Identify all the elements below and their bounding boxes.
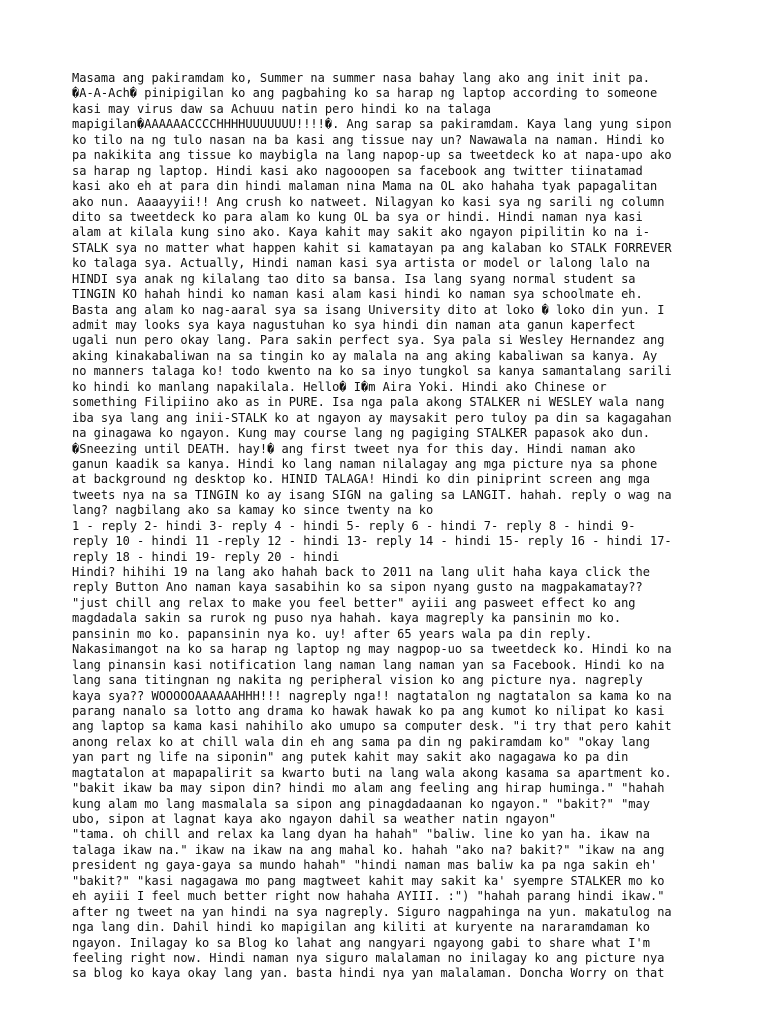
text-line: �Sneezing until DEATH. hay!� ang first tweet nya for this day. Hindi naman ako: [72, 441, 636, 456]
text-line: anong relax ko at chill wala din eh ang sama pa din ng pakiramdam ko" "okay lang: [72, 734, 650, 749]
text-line: yan part ng life na siponin" ang putek kahit may sakit ako nagagawa ko pa din: [72, 750, 629, 765]
text-line: lang? nagbilang ako sa kamay ko since twenty na ko: [72, 503, 434, 518]
text-line: Masama ang pakiramdam ko, Summer na summer nasa bahay lang ako ang init init pa.: [72, 71, 650, 85]
text-line: 1 - reply 2- hindi 3- reply 4 - hindi 5- reply 6 - hindi 7- reply 8 - hindi 9-: [72, 518, 636, 533]
text-line: sa harap ng laptop. Hindi kasi ako nagooopen sa facebook ang twitter tiinatamad: [72, 163, 643, 178]
text-line: something Filipiino ako as in PURE. Isa nga pala akong STALKER ni WESLEY wala nang: [72, 395, 665, 410]
text-line: Nakasimangot na ko sa harap ng laptop ng may nagpop-uo sa tweetdeck ko. Hindi ko na: [72, 642, 672, 657]
text-line: feeling right now. Hindi naman nya siguro malalaman no inilagay ko ang picture nya: [72, 950, 665, 965]
text-line: TINGIN KO hahah hindi ko naman kasi alam kasi hindi ko naman sya schoolmate eh.: [72, 287, 643, 302]
text-line: admit may looks sya kaya nagustuhan ko sya hindi din naman ata ganun kaperfect: [72, 318, 636, 332]
text-line: kung alam mo lang masmalala sa sipon ang pinagdadaanan ko ngayon." "bakit?" "may: [72, 796, 650, 811]
text-line: eh ayiii I feel much better right now hahaha AYIII. :") "hahah parang hindi ikaw.": [72, 889, 665, 904]
text-line: ako nun. Aaaayyii!! Ang crush ko natweet. Nilagyan ko kasi sya ng sarili ng column: [72, 194, 665, 209]
text-line: magdadala sakin sa rurok ng puso nya hahah. kaya magreply ka pansinin mo ko.: [72, 611, 622, 626]
text-line: �A-A-Ach� pinipigilan ko ang pagbahing ko sa harap ng laptop according to someone: [72, 86, 658, 101]
text-line: ang laptop sa kama kasi nahihilo ako umupo sa computer desk. "i try that pero kahit: [72, 719, 672, 734]
text-line: iba sya lang ang inii-STALK ko at ngayon ay maysakit pero tuloy pa din sa kagagahan: [72, 410, 672, 425]
text-line: "just chill ang relax to make you feel better" ayiii ang pasweet effect ko ang: [72, 595, 636, 610]
text-line: kasi ako eh at para din hindi malaman nina Mama na OL ako hahaha tyak papagalitan: [72, 179, 658, 194]
text-line: ganun kaadik sa kanya. Hindi ko lang naman nilalagay ang mga picture nya sa phone: [72, 456, 658, 471]
text-line: aking kinakabaliwan na sa tingin ko ay malala na ang aking kabaliwan sa kanya. Ay: [72, 348, 658, 363]
text-line: STALK sya no matter what happen kahit si kamatayan pa ang kalaban ko STALK FORREVER: [72, 240, 672, 255]
text-line: reply 10 - hindi 11 -reply 12 - hindi 13- reply 14 - hindi 15- reply 16 - hindi 17-: [72, 534, 672, 549]
text-line: lang sana titingnan ng nakita ng peripheral vision ko ang picture nya. nagreply: [72, 673, 643, 688]
text-line: ko hindi ko manlang napakilala. Hello� I�m Aira Yoki. Hindi ako Chinese or: [72, 379, 607, 394]
text-line: "tama. oh chill and relax ka lang dyan ha hahah" "baliw. line ko yan ha. ikaw na: [72, 827, 650, 842]
text-line: parang nanalo sa lotto ang drama ko hawak hawak ko pa ang kumot ko nilipat ko kasi: [72, 703, 665, 718]
text-line: alam at kilala kung sino ako. Kaya kahit may sakit ako ngayon pipilitin ko na i-: [72, 225, 650, 240]
text-line: lang pinansin kasi notification lang naman lang naman yan sa Facebook. Hindi ko na: [72, 657, 665, 672]
text-line: Basta ang alam ko nag-aaral sya sa isang University dito at loko � loko din yun. I: [72, 302, 665, 317]
text-line: HINDI sya anak ng kilalang tao dito sa bansa. Isa lang syang normal student sa: [72, 271, 636, 286]
text-line: no manners talaga ko! todo kwento na ko sa inyo tungkol sa kanya samantalang sarili: [72, 364, 672, 379]
text-line: magtatalon at mapapalirit sa kwarto buti na lang wala akong kasama sa apartment ko.: [72, 765, 672, 780]
text-line: na ginagawa ko ngayon. Kung may course lang ng pagiging STALKER papasok ako dun.: [72, 426, 650, 441]
text-line: sa blog ko kaya okay lang yan. basta hindi nya yan malalaman. Doncha Worry on that: [72, 966, 665, 981]
text-line: reply 18 - hindi 19- reply 20 - hindi: [72, 549, 340, 564]
text-line: reply Button Ano naman kaya sasabihin ko sa sipon nyang gusto na magpakamatay??: [72, 580, 643, 595]
text-line: Hindi? hihihi 19 na lang ako hahah back to 2011 na lang ulit haha kaya click the: [72, 565, 650, 579]
text-line: tweets nya na sa TINGIN ko ay isang SIGN na galing sa LANGIT. hahah. reply o wag na: [72, 487, 672, 502]
document-page: [72, 71, 712, 982]
text-line: kaya sya?? WOOOOOAAAAAAHHH!!! nagreply nga!! nagtatalon ng nagtatalon sa kama ko na: [72, 688, 672, 703]
text-line: at background ng desktop ko. HINID TALAGA! Hindi ko din piniprint screen ang mga: [72, 472, 650, 487]
text-line: "bakit?" "kasi nagagawa mo pang magtweet kahit may sakit ka' syempre STALKER mo ko: [72, 873, 665, 888]
text-line: ubo, sipon at lagnat kaya ako ngayon dahil sa weather natin ngayon": [72, 812, 557, 826]
text-line: ko tilo na ng tulo nasan na ba kasi ang tissue nay un? Nawawala na naman. Hindi ko: [72, 132, 665, 147]
text-line: mapigilan�AAAAAACCCCHHHHUUUUUUU!!!!�. Ang sarap sa pakiramdam. Kaya lang yung sipon: [72, 117, 672, 132]
text-line: kasi may virus daw sa Achuuu natin pero hindi ko na talaga: [72, 101, 492, 116]
text-line: ngayon. Inilagay ko sa Blog ko lahat ang nangyari ngayong gabi to share what I'm: [72, 935, 650, 950]
text-line: ko talaga sya. Actually, Hindi naman kasi sya artista or model or lalong lalo na: [72, 256, 650, 271]
text-line: after ng tweet na yan hindi na sya nagreply. Siguro nagpahinga na yun. makatulog na: [72, 904, 672, 919]
text-line: pa nakikita ang tissue ko maybigla na lang napop-up sa tweetdeck ko at napa-upo ako: [72, 148, 672, 163]
text-line: ugali nun pero okay lang. Para sakin perfect sya. Sya pala si Wesley Hernandez ang: [72, 333, 665, 348]
text-line: talaga ikaw na." ikaw na ikaw na ang mahal ko. hahah "ako na? bakit?" "ikaw na ang: [72, 842, 665, 857]
text-line: president ng gaya-gaya sa mundo hahah" "hindi naman mas baliw ka pa nga sakin eh': [72, 858, 658, 873]
text-line: nga lang din. Dahil hindi ko mapigilan ang kiliti at kuryente na nararamdaman ko: [72, 920, 650, 935]
text-line: dito sa tweetdeck ko para alam ko kung OL ba sya or hindi. Hindi naman nya kasi: [72, 209, 643, 224]
text-line: pansinin mo ko. papansinin nya ko. uy! after 65 years wala pa din reply.: [72, 626, 593, 641]
text-line: "bakit ikaw ba may sipon din? hindi mo alam ang feeling ang hirap huminga." "hahah: [72, 781, 665, 796]
